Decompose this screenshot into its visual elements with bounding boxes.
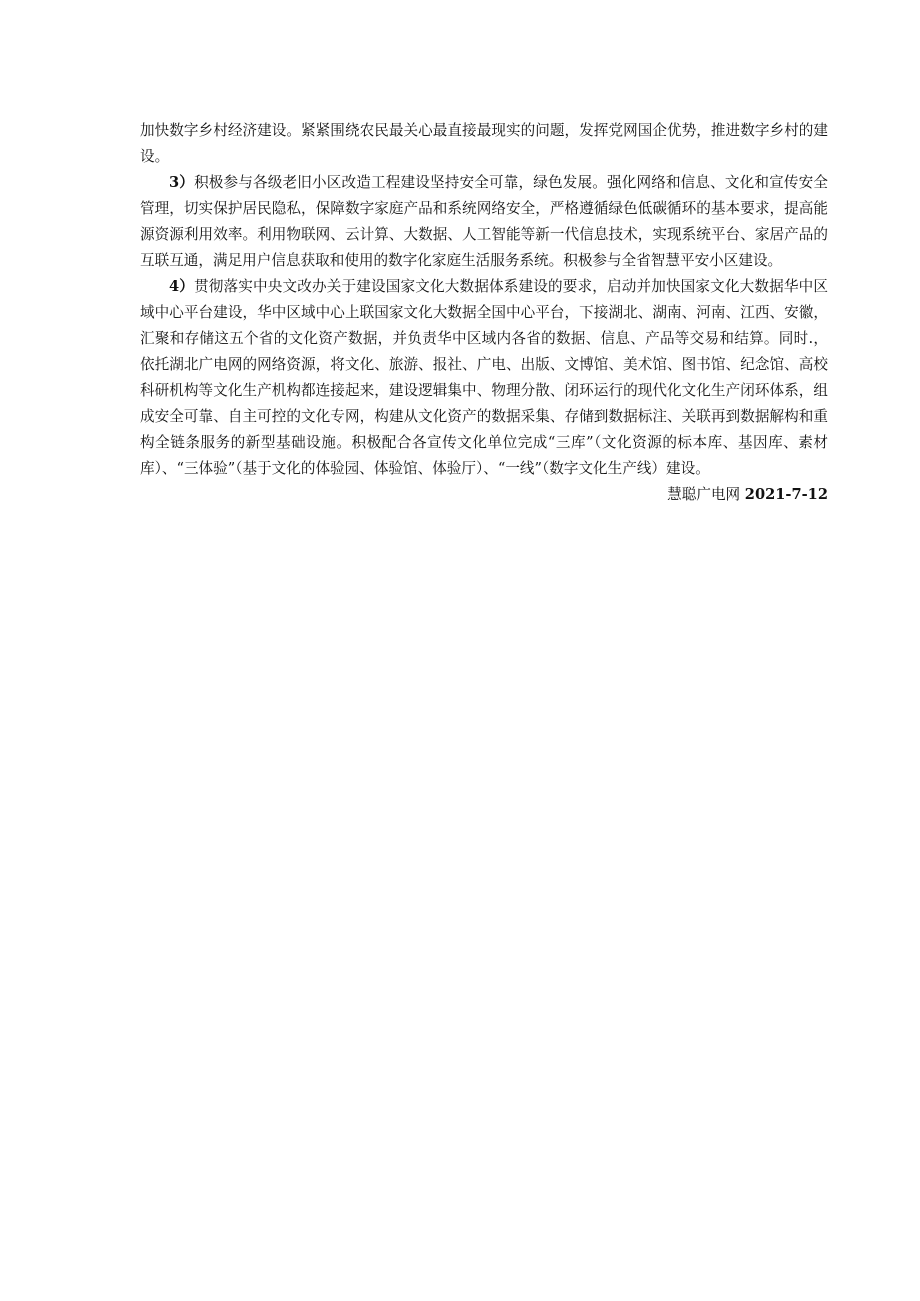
- document-page: [140, 118, 828, 508]
- paragraph-text: 积极参与各级老旧小区改造工程建设坚持安全可靠，绿色发展。强化网络和信息、文化和宣传安全管理，切实保护居民隐私，保障数字家庭产品和系统网络安全，严格遵循绿色低碳循环的基本要求，提高能源资源利用效率。利用物联网、云计算、大数据、人工智能等新一代信息技术，实现系统平台、家居产品的互联互通，满足用户信息获取和使用的数字化家庭生活服务系统。积极参与全省智慧平安小区建设。: [140, 174, 828, 269]
- paragraph-text: 贯彻落实中央文改办关于建设国家文化大数据体系建设的要求，启动并加快国家文化大数据华中区域中心平台建设，华中区域中心上联国家文化大数据全国中心平台，下接湖北、湖南、河南、江西、安徽，汇聚和存储这五个省的文化资产数据，并负责华中区域内各省的数据、信息、产品等交易和结算。同时.，依托湖北广电网的网络资源，将文化、旅游、报社、广电、出版、文博馆、美术馆、图书馆、纪念馆、高校科研机构等文化生产机构都连接起来，建设逻辑集中、物理分散、闭环运行的现代化文化生产闭环体系，组成安全可靠、自主可控的文化专网，构建从文化资产的数据采集、存储到数据标注、关联再到数据解构和重构全链条服务的新型基础设施。积极配合各宣传文化单位完成“三库”（文化资源的标本库、基因库、素材库）、“三体验”（基于文化的体验园、体验馆、体验厅）、“一线”（数字文化生产线）建设。: [140, 278, 828, 477]
- paragraph-number: 3）: [169, 174, 195, 191]
- paragraph-rural-economy: [140, 118, 828, 170]
- signature-line: [140, 482, 828, 508]
- paragraph-text: 加快数字乡村经济建设。紧紧围绕农民最关心最直接最现实的问题，发挥党网国企优势，推进数字乡村的建设。: [140, 122, 828, 165]
- signature-source: 慧聪广电网: [667, 486, 741, 503]
- paragraph-community-renovation: [140, 170, 828, 274]
- paragraph-cultural-big-data: [140, 274, 828, 482]
- paragraph-number: 4）: [169, 278, 195, 295]
- signature-date: 2021-7-12: [744, 486, 828, 503]
